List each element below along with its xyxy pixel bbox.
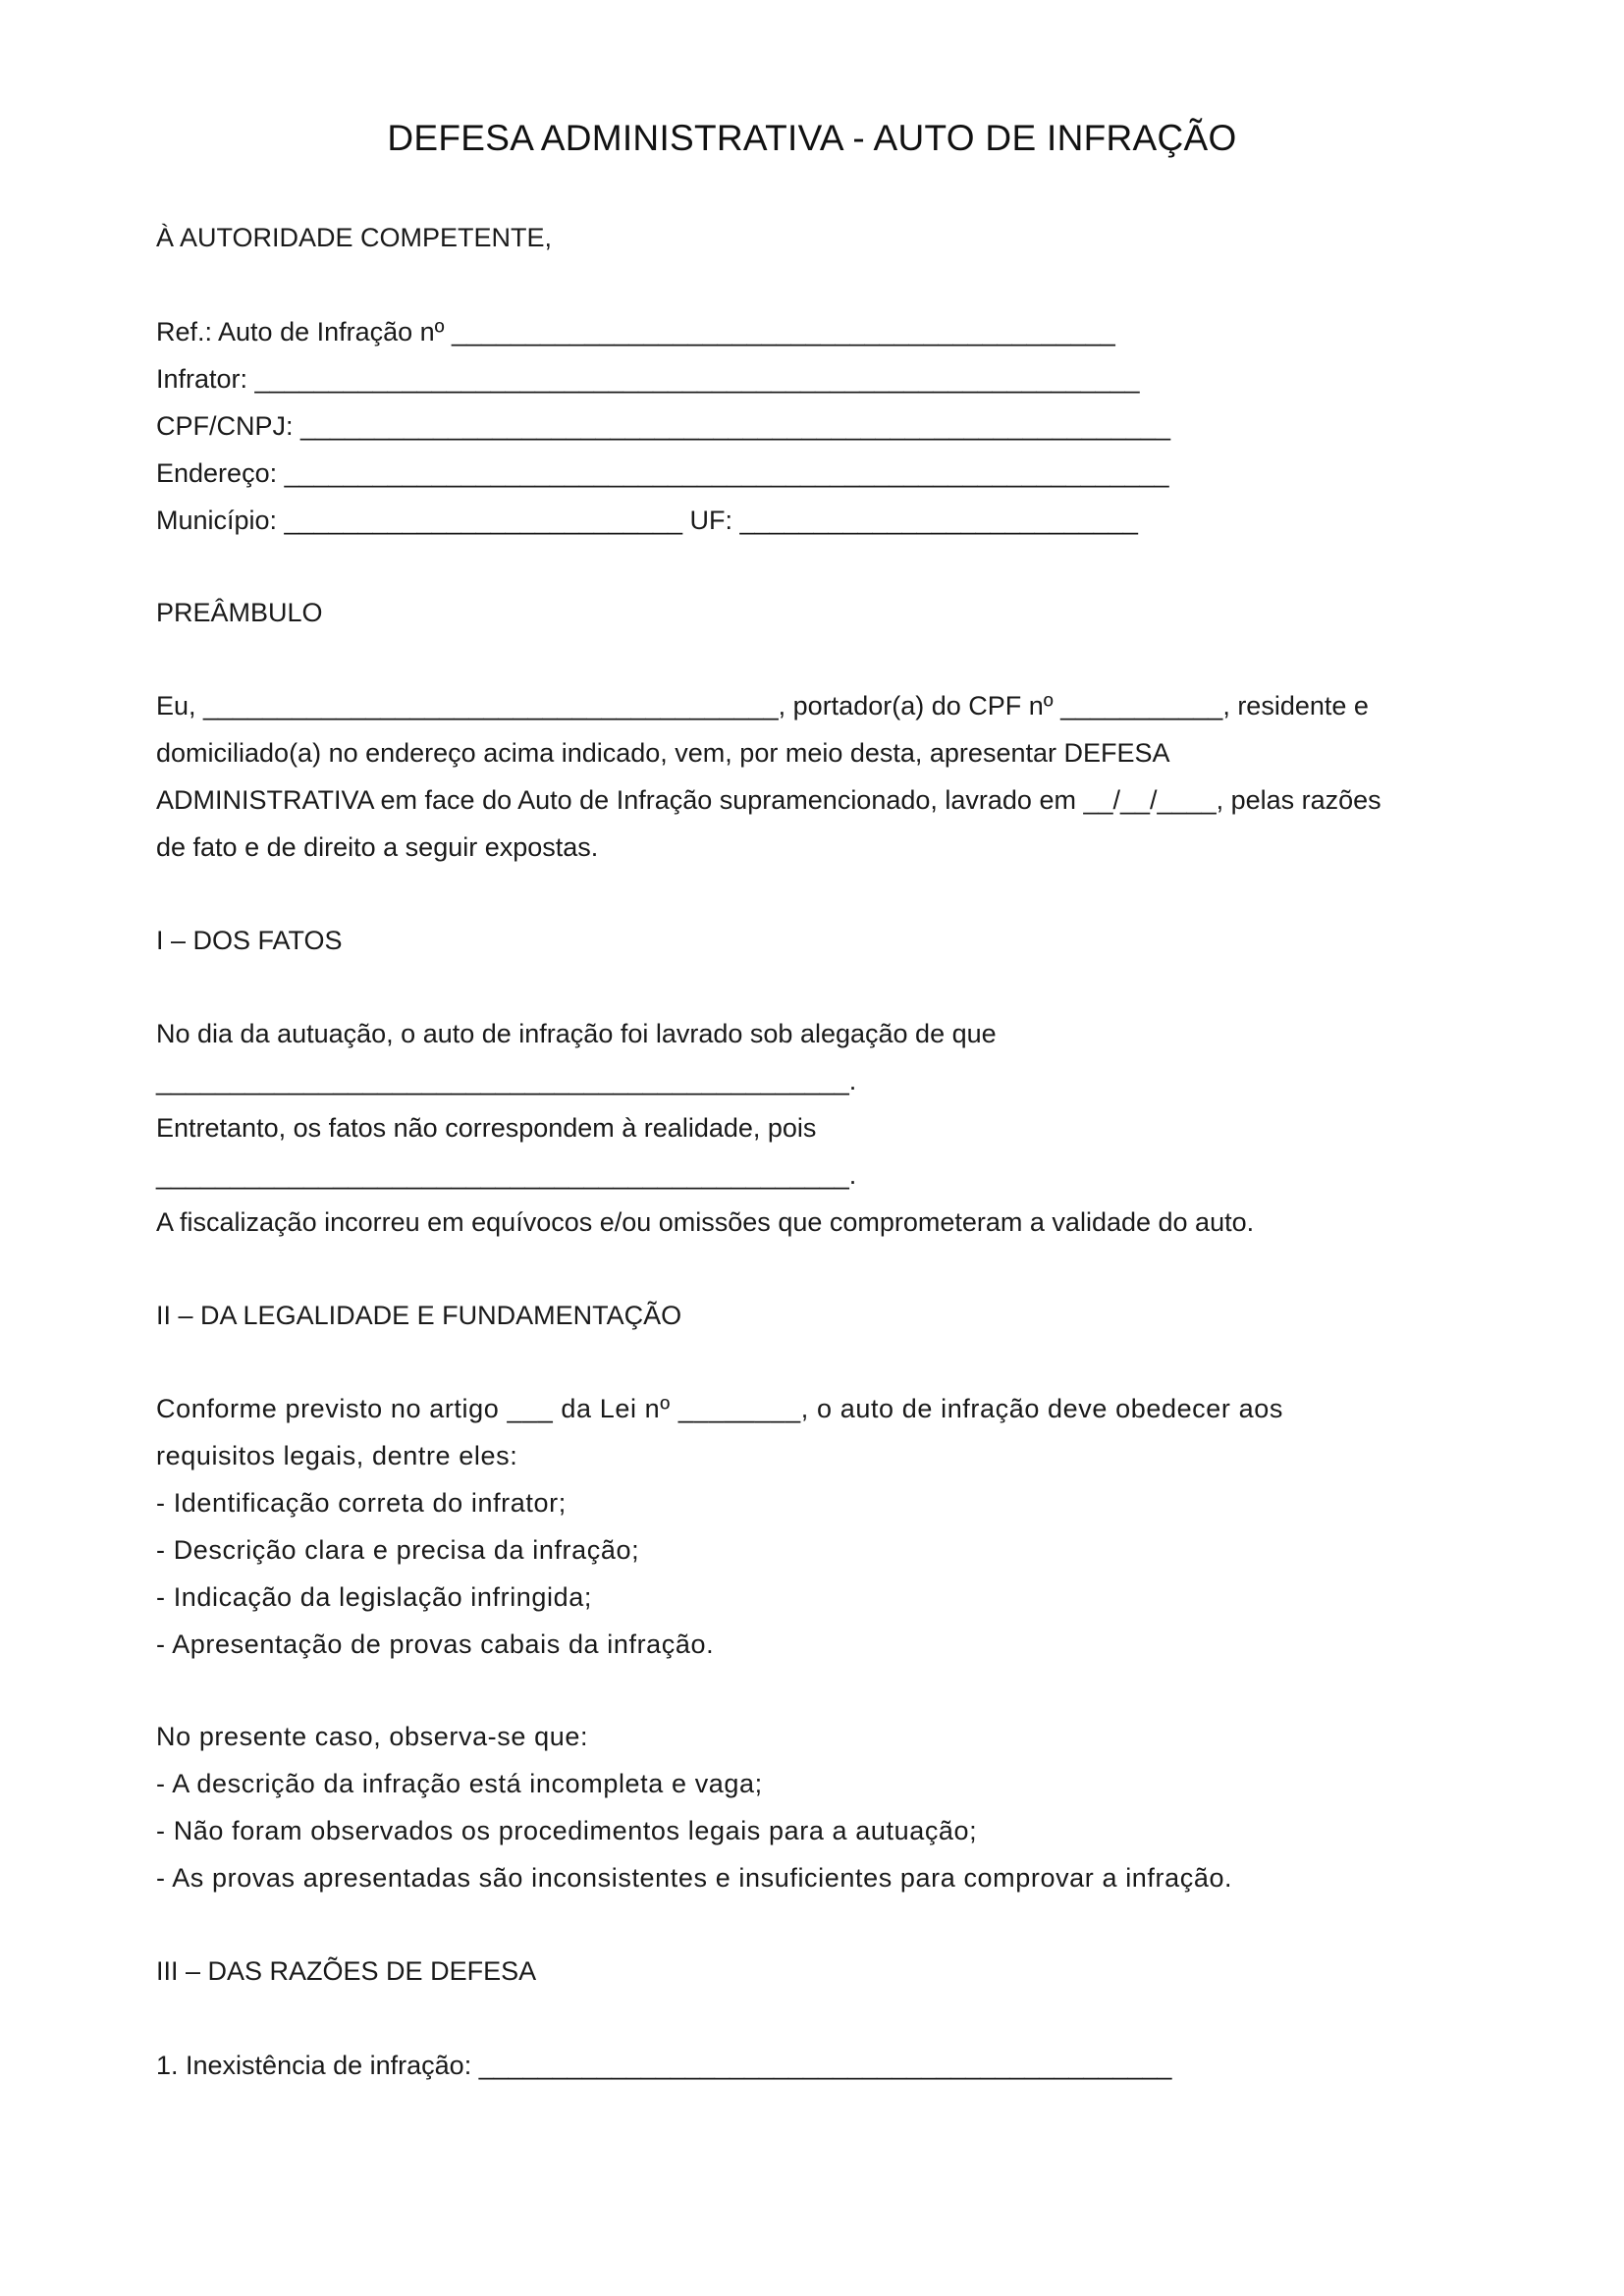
fatos-line: A fiscalização incorreu em equívocos e/ou omissões que comprometeram a validade do auto.: [156, 1207, 1255, 1237]
observation-item: - A descrição da infração está incompleta e vaga;: [156, 1769, 763, 1798]
preambulo-line: ADMINISTRATIVA em face do Auto de Infração supramencionado, lavrado em __/__/____, pelas razões: [156, 785, 1381, 815]
endereco-field: Endereço: ____________________________________________________________: [156, 458, 1169, 488]
preambulo-line: domiciliado(a) no endereço acima indicado, vem, por meio desta, apresentar DEFESA: [156, 738, 1170, 768]
document-title: DEFESA ADMINISTRATIVA - AUTO DE INFRAÇÃO: [387, 118, 1237, 158]
observation-item: - Não foram observados os procedimentos legais para a autuação;: [156, 1816, 978, 1845]
preambulo-line: de fato e de direito a seguir expostas.: [156, 832, 599, 862]
ref-field: Ref.: Auto de Infração nº _____________________________________________: [156, 317, 1115, 347]
fatos-line: _______________________________________________.: [156, 1066, 857, 1095]
legalidade-heading: II – DA LEGALIDADE E FUNDAMENTAÇÃO: [156, 1301, 682, 1330]
observation-item: - As provas apresentadas são inconsistentes e insuficientes para comprovar a infração.: [156, 1863, 1233, 1893]
fatos-heading: I – DOS FATOS: [156, 926, 343, 955]
razoes-heading: III – DAS RAZÕES DE DEFESA: [156, 1956, 537, 1986]
addressee: À AUTORIDADE COMPETENTE,: [156, 223, 553, 252]
cpf-cnpj-field: CPF/CNPJ: ___________________________________________________________: [156, 411, 1170, 441]
observation-intro: No presente caso, observa-se que:: [156, 1722, 589, 1751]
fatos-line: No dia da autuação, o auto de infração foi lavrado sob alegação de que: [156, 1019, 997, 1048]
preambulo-heading: PREÂMBULO: [156, 598, 323, 627]
preambulo-line: Eu, _______________________________________, portador(a) do CPF nº ___________, residente e: [156, 691, 1369, 721]
razoes-line: 1. Inexistência de infração: _______________________________________________: [156, 2051, 1172, 2080]
infrator-field: Infrator: ____________________________________________________________: [156, 364, 1140, 394]
legalidade-requirement: - Apresentação de provas cabais da infração.: [156, 1629, 715, 1659]
legalidade-requirement: - Descrição clara e precisa da infração;: [156, 1535, 640, 1565]
fatos-line: Entretanto, os fatos não correspondem à realidade, pois: [156, 1113, 817, 1143]
legalidade-line: requisitos legais, dentre eles:: [156, 1441, 518, 1470]
fatos-line: _______________________________________________.: [156, 1160, 857, 1190]
municipio-uf-field: Município: ___________________________ UF: ___________________________: [156, 506, 1138, 535]
legalidade-line: Conforme previsto no artigo ___ da Lei nº ________, o auto de infração deve obedecer aos: [156, 1394, 1283, 1423]
legalidade-requirement: - Indicação da legislação infringida;: [156, 1582, 592, 1612]
legalidade-requirement: - Identificação correta do infrator;: [156, 1488, 567, 1518]
